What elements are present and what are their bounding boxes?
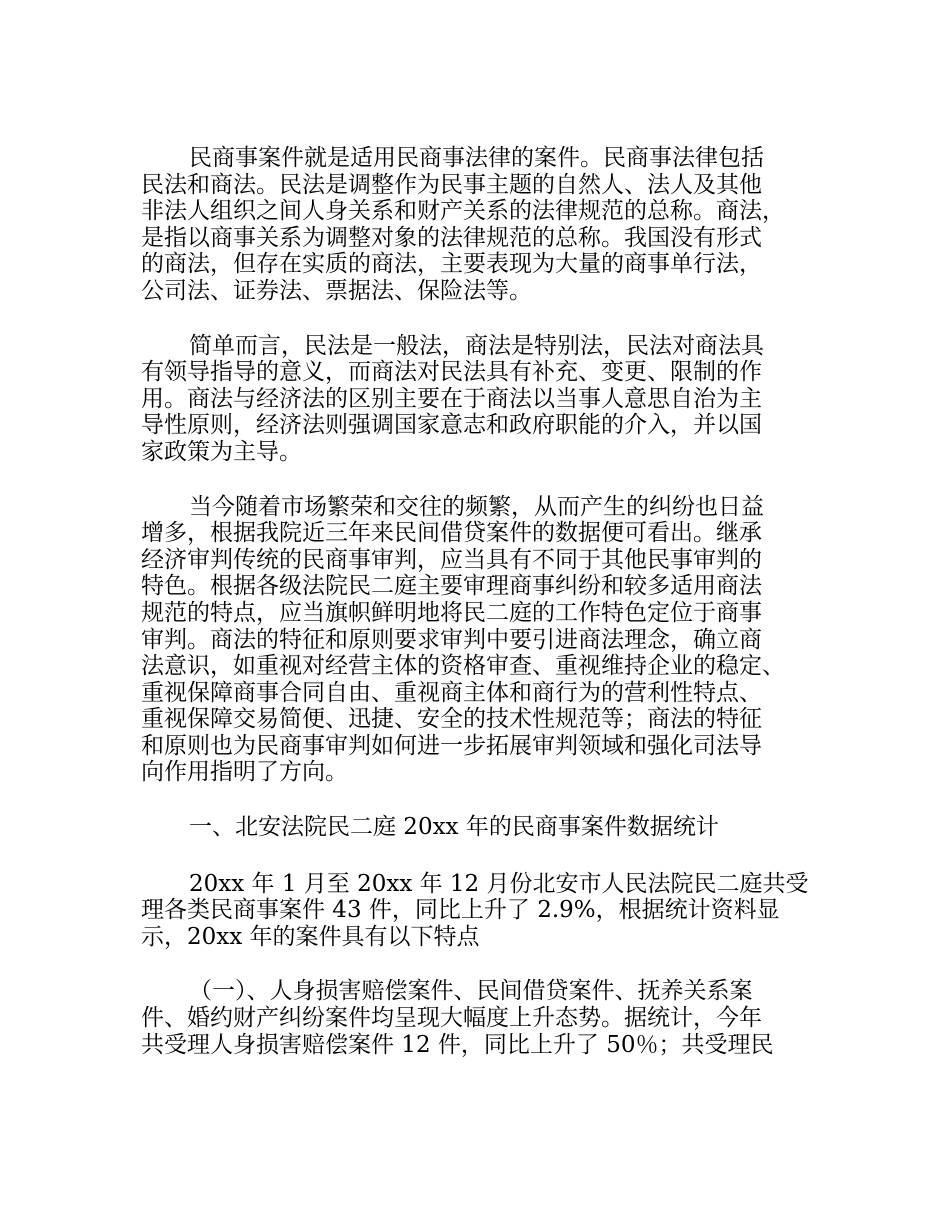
- text-line: 增多，根据我院近三年来民间借贷案件的数据便可看出。继承: [141, 520, 762, 547]
- heading-text: 一、北安法院民二庭 20xx 年的民商事案件数据统计: [189, 814, 719, 841]
- paragraph-case-types: [141, 978, 811, 1058]
- text-line: 家政策为主导。: [141, 438, 302, 465]
- document-body: [141, 145, 811, 1086]
- paragraph-statistics: [141, 871, 811, 951]
- text-line: 非法人组织之间人身关系和财产关系的法律规范的总称。商法，: [141, 198, 785, 225]
- text-line: 民商事案件就是适用民商事法律的案件。民商事法律包括: [189, 145, 764, 171]
- text-line: （一）、人身损害赔偿案件、民间借贷案件、抚养关系案: [189, 978, 753, 1005]
- text-line: 法意识，如重视对经营主体的资格审查、重视维持企业的稳定、: [141, 653, 785, 680]
- text-line: 示，20xx 年的案件具有以下特点: [141, 923, 480, 950]
- text-line: 是指以商事关系为调整对象的法律规范的总称。我国没有形式: [141, 224, 762, 251]
- text-line: 简单而言，民法是一般法，商法是特别法，民法对商法具: [189, 332, 764, 359]
- text-line: 特色。根据各级法院民二庭主要审理商事纠纷和较多适用商法: [141, 573, 762, 600]
- paragraph-definition: [141, 145, 811, 305]
- text-line: 经济审判传统的民商事审判，应当具有不同于其他民事审判的: [141, 546, 762, 573]
- text-line: 重视保障交易简便、迅捷、安全的技术性规范等；商法的特征: [141, 706, 762, 733]
- text-line: 用。商法与经济法的区别主要在于商法以当事人意思自治为主: [141, 385, 762, 412]
- text-line: 和原则也为民商事审判如何进一步拓展审判领域和强化司法导: [141, 732, 762, 759]
- text-line: 件、婚约财产纠纷案件均呈现大幅度上升态势。据统计，今年: [141, 1005, 762, 1032]
- text-line: 理各类民商事案件 43 件，同比上升了 2.9%，根据统计资料显: [141, 897, 780, 924]
- text-line: 民法和商法。民法是调整作为民事主题的自然人、法人及其他: [141, 171, 762, 198]
- text-line: 审判。商法的特征和原则要求审判中要引进商法理念，确立商: [141, 626, 762, 653]
- text-line: 规范的特点，应当旗帜鲜明地将民二庭的工作特色定位于商事: [141, 599, 762, 626]
- text-line: 的商法，但存在实质的商法，主要表现为大量的商事单行法，: [141, 251, 762, 278]
- text-line: 共受理人身损害赔偿案件 12 件，同比上升了 50％；共受理民: [141, 1031, 774, 1058]
- text-line: 有领导指导的意义，而商法对民法具有补充、变更、限制的作: [141, 359, 762, 386]
- paragraph-trends: [141, 494, 811, 787]
- text-line: 向作用指明了方向。: [141, 759, 348, 786]
- text-line: 重视保障商事合同自由、重视商主体和商行为的营利性特点、: [141, 679, 762, 706]
- paragraph-comparison: [141, 333, 811, 466]
- text-line: 20xx 年 1 月至 20xx 年 12 月份北安市人民法院民二庭共受: [189, 870, 809, 897]
- text-line: 导性原则，经济法则强调国家意志和政府职能的介入，并以国: [141, 412, 762, 439]
- section-heading: [141, 814, 811, 841]
- text-line: 公司法、证券法、票据法、保险法等。: [141, 277, 532, 304]
- text-line: 当今随着市场繁荣和交往的频繁，从而产生的纠纷也日益: [189, 493, 764, 520]
